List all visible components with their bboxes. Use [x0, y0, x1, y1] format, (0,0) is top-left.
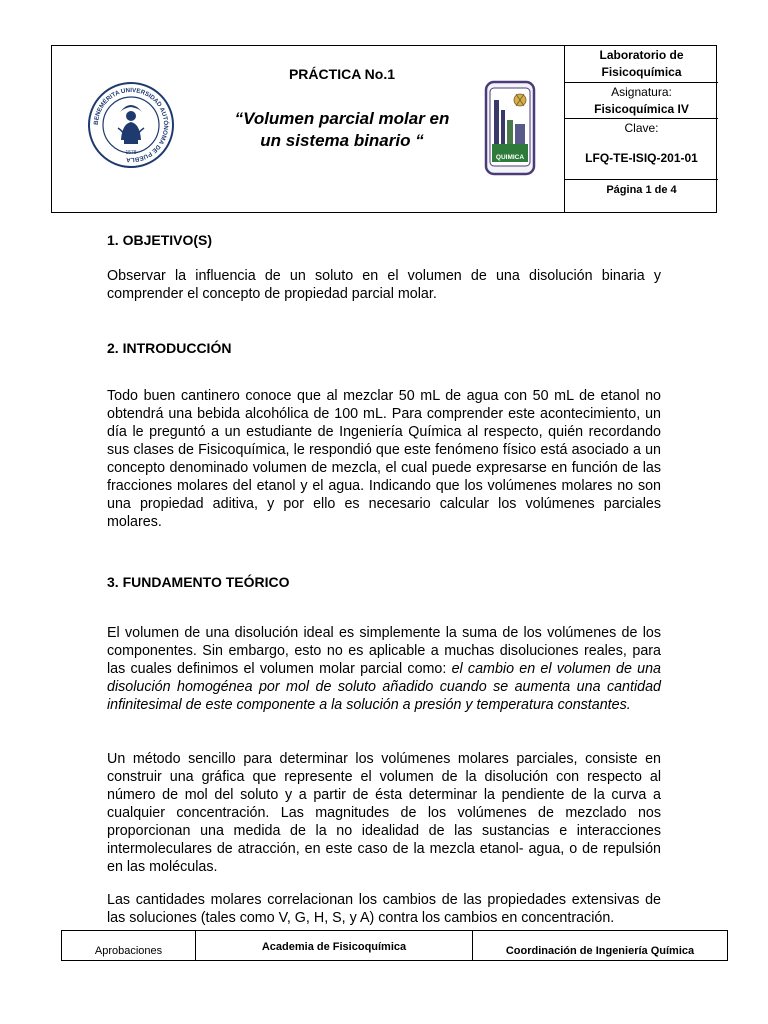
university-seal-logo	[88, 82, 174, 168]
theory-heading: 3. FUNDAMENTO TEÓRICO	[107, 574, 290, 590]
faculty-chemistry-logo	[484, 80, 536, 176]
page-number: Página 1 de 4	[606, 184, 677, 196]
coordination-signature-cell: Coordinación de Ingeniería Química	[472, 931, 727, 960]
laboratory-cell	[565, 46, 718, 83]
introduction-heading: 2. INTRODUCCIÓN	[107, 340, 232, 356]
document-header	[51, 45, 717, 213]
practice-title	[202, 108, 482, 152]
introduction-paragraph: Todo buen cantinero conoce que al mezclar 50 mL de agua con 50 mL de etanol no obtendrá una bebida alcohólica de 100 mL. Para comprender este acontecimiento, un día le preguntó a un estudiante de Ingeniería Química al respecto, quién recordando sus clases de Fisicoquímica, le respondió que este fenómeno físico está asociado a un concepto denominado volumen de mezcla, el cual puede expresarse en función de las fracciones molares del etanol y el agua. Indicando que los volúmenes molares no son una propiedad aditiva, y por ello es necesario calcular los volúmenes parciales molares.	[107, 388, 661, 530]
logo-text: QUIMICA	[495, 154, 525, 161]
approvals-footer	[61, 930, 728, 961]
subject-cell	[565, 83, 718, 119]
subject-value: Fisicoquímica IV	[594, 102, 689, 116]
seal-year: 1578	[125, 150, 137, 156]
objective-paragraph: Observar la influencia de un soluto en el volumen de una disolución binaria y comprender el concepto de propiedad parcial molar.	[107, 268, 661, 302]
code-cell	[565, 119, 718, 180]
subject-label: Asignatura:	[611, 85, 672, 99]
code-label: Clave:	[624, 121, 659, 135]
code-value: LFQ-TE-ISIQ-201-01	[585, 151, 698, 165]
theory-paragraph-1-text: El volumen de una disolución ideal es simplemente la suma de los volúmenes de los componentes. Sin embargo, esto no es aplicable a muchas disoluciones reales, para las cuales definimos el volumen molar parcial como:	[107, 625, 661, 677]
practice-title-line-2: un sistema binario “	[260, 131, 424, 150]
practice-title-line-1: “Volumen parcial molar en	[234, 109, 450, 128]
objective-heading: 1. OBJETIVO(S)	[107, 232, 213, 248]
laboratory-line-2: Fisicoquímica	[601, 65, 682, 79]
header-info-column	[564, 46, 718, 212]
theory-paragraph-3: Las cantidades molares correlacionan los cambios de las propiedades extensivas de las soluciones (tales como V, G, H, S, y A) contra los cambios en concentración.	[107, 892, 661, 926]
theory-paragraph-1	[107, 624, 661, 714]
practice-number: PRÁCTICA No.1	[288, 66, 396, 82]
academy-signature-cell: Academia de Fisicoquímica	[195, 931, 472, 960]
partial-molar-volume-definition: el cambio en el volumen de una disolución homogénea por mol de soluto añadido cuando se aumenta una cantidad infinitesimal de este componente a la solución a presión y temperatura constantes.	[107, 661, 661, 713]
approvals-label: Aprobaciones	[94, 945, 163, 957]
seal-ring-text: BENEMÉRITA UNIVERSIDAD AUTÓNOMA DE PUEBLA	[92, 86, 170, 164]
theory-paragraph-2: Un método sencillo para determinar los volúmenes molares parciales, consiste en construir una gráfica que represente el volumen de la disolución con respecto al número de mol del soluto y a partir de ésta determinar la pendiente de la curva a cualquier concentración. Las magnitudes de los volúmenes de mezclado nos proporcionan una medida de la no idealidad de las sustancias e interacciones intermoleculares de atracción, en este caso de la mezcla etanol- agua, o de repulsión en las moléculas.	[107, 751, 661, 875]
laboratory-line-1: Laboratorio de	[599, 48, 684, 62]
